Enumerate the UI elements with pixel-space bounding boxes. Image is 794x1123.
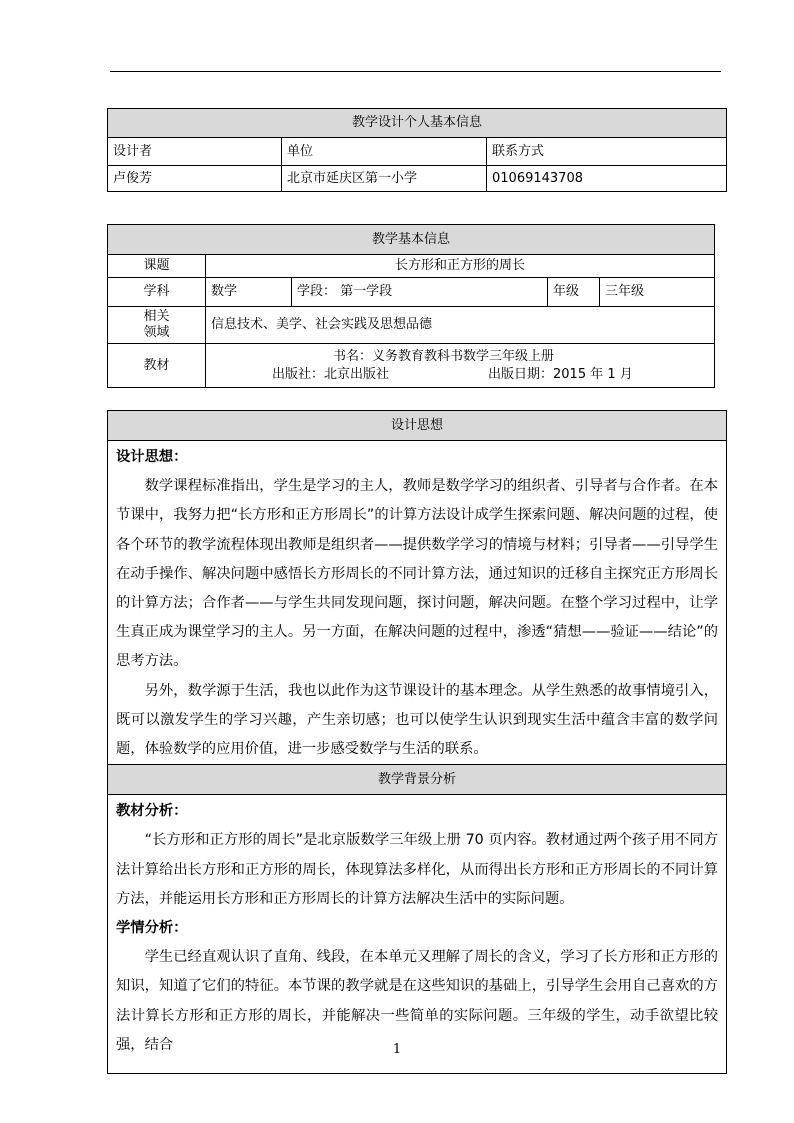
col-contact: 联系方式 [487, 138, 727, 166]
publisher: 出版社：北京出版社 [272, 366, 390, 382]
design-para-1: 数学课程标准指出，学生是学习的主人，教师是数学学习的组织者、引导者与合作者。在本节课中，我努力把“长方形和正方形周长”的计算方法设计成学生探索问题、解决问题的过程，使各个环节的教学流程体现出教师是组织者——提供数学学习的情境与材料；引导者——引导学生在动手操作、解决问题中感悟长方形周长的不同计算方法，通过知识的迁移自主探究正方形周长的计算方法；合作者——与学生共同发现问题，探讨问题，解决问题。在整个学习过程中，让学生真正成为课堂学习的主人。另一方面，在解决问题的过程中，渗透“猜想——验证——结论”的思考方法。 [116, 478, 718, 670]
contact-value: 01069143708 [487, 166, 727, 192]
background-header: 教学背景分析 [108, 765, 727, 795]
col-designer: 设计者 [108, 138, 282, 166]
student-text: 学生已经直观认识了直角、线段，在本单元又理解了周长的含义，学习了长方形和正方形的知识，知道了它们的特征。本节课的教学就是在这些知识的基础上，引导学生会用自己喜欢的方法计算长方形和正方形的周长，并能解决一些简单的实际问题。三年级的学生，动手欲望比较强，结合 [116, 949, 718, 1053]
student-title: 学情分析： [116, 920, 188, 937]
design-header: 设计思想 [108, 411, 727, 441]
col-unit: 单位 [282, 138, 487, 166]
material-text: “长方形和正方形的周长”是北京版数学三年级上册 70 页内容。教材通过两个孩子用不同方法计算给出长方形和正方形的周长，体现算法多样化，从而得出长方形和正方形周长的不同计算方法，并能运用长方形和正方形周长的计算方法解决生活中的实际问题。 [116, 832, 718, 907]
designer-value: 卢俊芳 [108, 166, 282, 192]
pub-date: 出版日期：2015 年 1 月 [488, 366, 633, 382]
fields-label-line2: 领域 [143, 325, 170, 340]
subject-value: 数学 [206, 278, 292, 307]
design-para-2: 另外，数学源于生活，我也以此作为这节课设计的基本理念。从学生熟悉的故事情境引入，既可以激发学生的学习兴趣，产生亲切感；也可以使学生认识到现实生活中蕴含丰富的数学问题，体验数学的应用价值，进一步感受数学与生活的联系。 [116, 682, 718, 758]
page-number: 1 [392, 1042, 402, 1057]
design-body [108, 441, 727, 765]
textbook-cell [206, 344, 715, 388]
background-content [116, 797, 718, 1073]
basic-info-table [107, 224, 715, 388]
background-body [108, 795, 727, 1074]
fields-value: 信息技术、美学、社会实践及思想品德 [206, 307, 715, 344]
header-rule [110, 71, 721, 72]
basic-info-header: 教学基本信息 [108, 225, 715, 255]
fields-label [108, 307, 206, 344]
fields-label-line1: 相关 [143, 309, 170, 324]
personal-info-header: 教学设计个人基本信息 [108, 109, 727, 138]
textbook-label: 教材 [108, 344, 206, 388]
stage-label: 学段： [297, 284, 337, 299]
book-name: 书名：义务教育教科书数学三年级上册 [333, 348, 555, 364]
stage-value: 第一学段 [340, 284, 393, 299]
subject-label: 学科 [108, 278, 206, 307]
grade-label: 年级 [548, 278, 600, 307]
stage-cell [292, 278, 548, 307]
personal-info-table [107, 108, 727, 192]
topic-label: 课题 [108, 255, 206, 278]
unit-value: 北京市延庆区第一小学 [282, 166, 487, 192]
design-table [107, 410, 727, 1074]
publish-row [206, 366, 714, 384]
grade-value: 三年级 [600, 278, 715, 307]
topic-value: 长方形和正方形的周长 [206, 255, 715, 278]
design-title: 设计思想： [116, 449, 188, 465]
material-title: 教材分析： [116, 803, 188, 820]
